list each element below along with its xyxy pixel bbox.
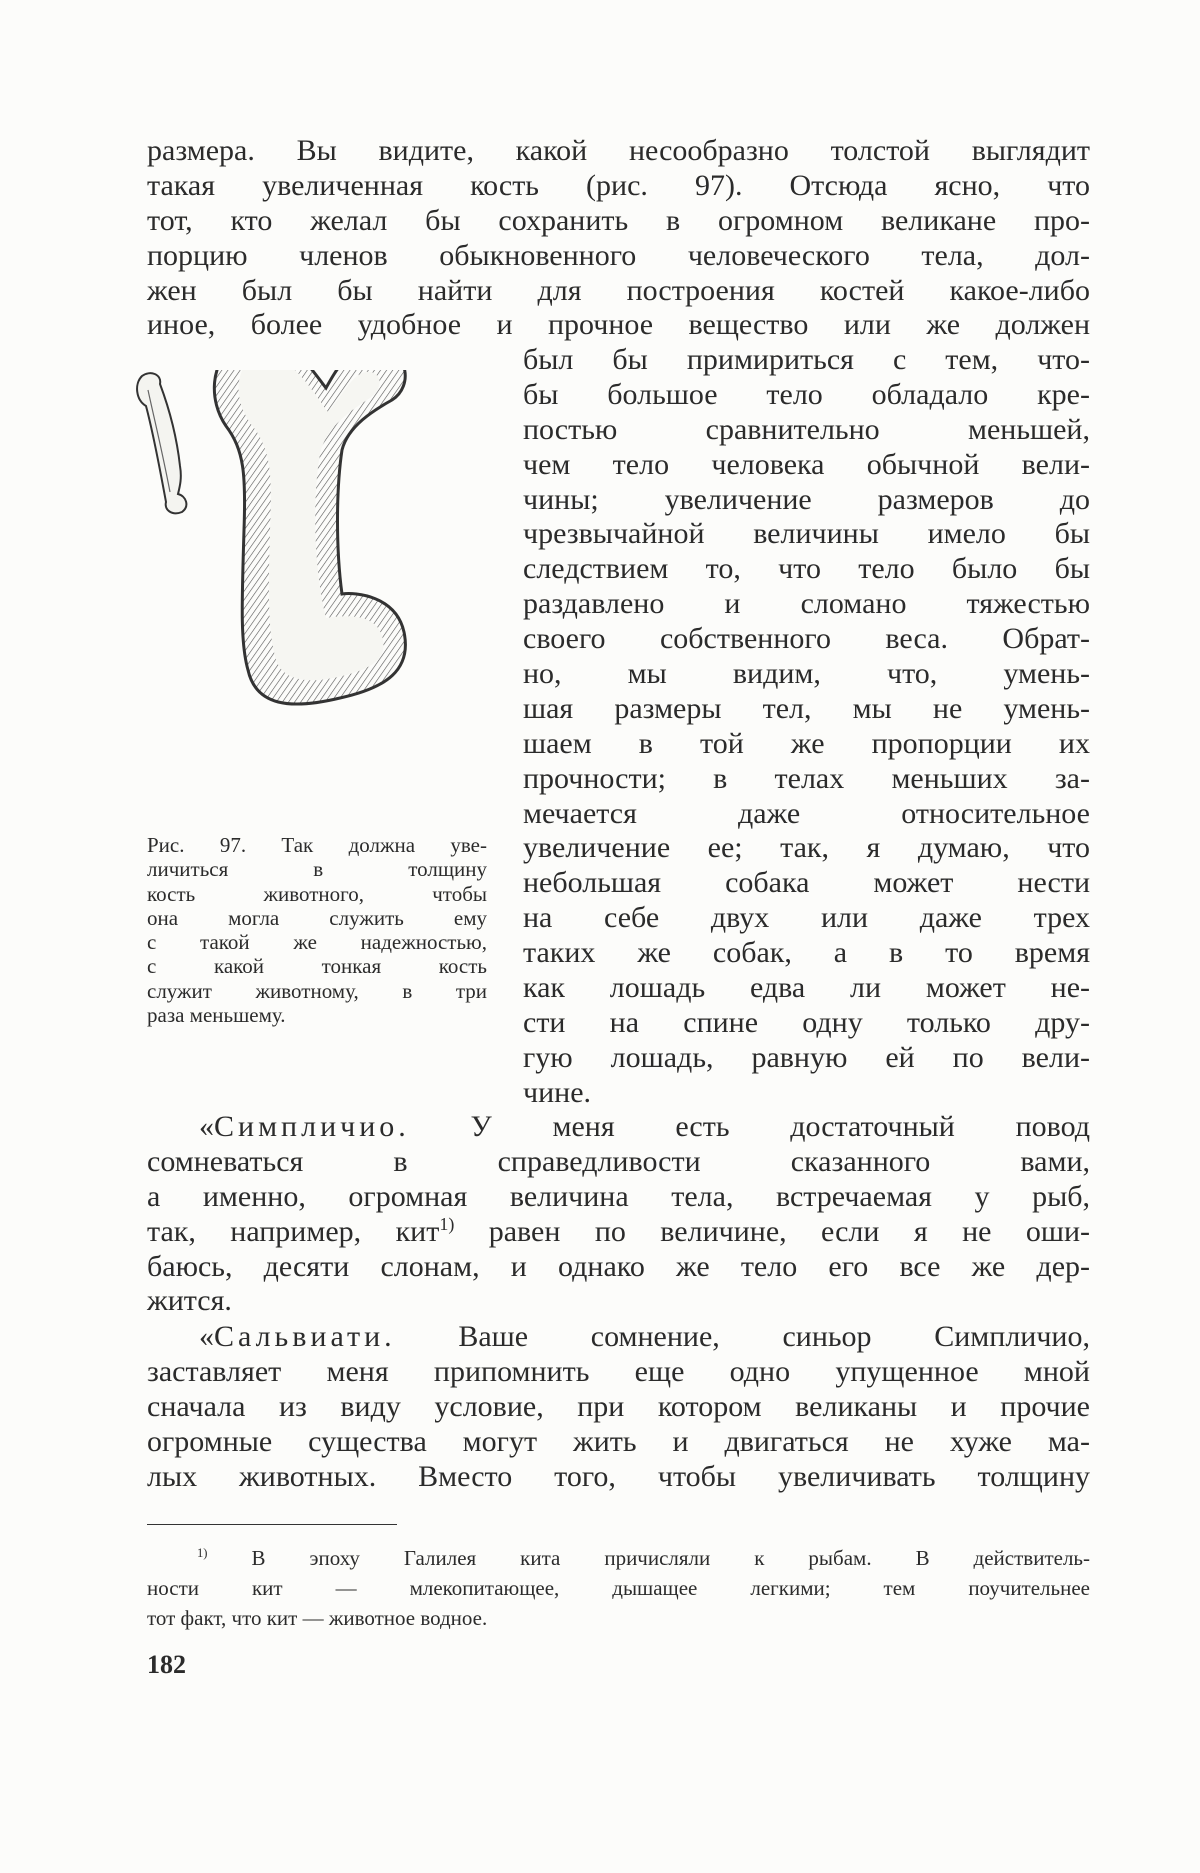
caption-line: служит животному, в три <box>147 978 487 1003</box>
caption-line: раза меньшему. <box>147 1003 286 1028</box>
large-bone <box>214 370 405 704</box>
caption-line: она могла служить ему <box>147 905 487 930</box>
simplicio-line-start: У меня есть достаточный повод <box>470 1110 1090 1143</box>
caption-line: кость животного, чтобы <box>147 881 487 906</box>
column-line: чрезвычайной величины имело бы <box>523 517 1090 551</box>
footnote-line-pre: так, например, кит <box>147 1214 440 1248</box>
simplicio-line: баюсь, десяти слонам, и однако же тело его все же дер- <box>147 1249 1090 1283</box>
column-line: постью сравнительно меньшей, <box>523 412 1090 446</box>
caption-line: личиться в толщину <box>147 857 487 882</box>
column-line: прочности; в телах меньших за- <box>523 761 1090 795</box>
footnote-first-line <box>147 1543 1090 1573</box>
simplicio-line: сомневаться в справедливости сказанного вами, <box>147 1144 1090 1178</box>
text-line: тот, кто желал бы сохранить в огромном великане про- <box>147 203 1090 237</box>
column-line: гую лошадь, равную ей по вели- <box>523 1040 1090 1074</box>
column-line: мечается даже относительное <box>523 796 1090 830</box>
column-line: бы большое тело обладало кре- <box>523 377 1090 411</box>
text-line: иное, более удобное и прочное вещество или же должен <box>147 308 1090 342</box>
text-line: размера. Вы видите, какой несообразно толстой выглядит <box>147 134 1090 167</box>
caption-line: с такой же надежностью, <box>147 930 487 955</box>
column-line: таких же собак, а в то время <box>523 936 1090 970</box>
top-paragraph <box>147 134 1090 343</box>
column-line: шая размеры тел, мы не умень- <box>523 691 1090 725</box>
footnote-line-post: равен по величине, если я не оши- <box>454 1214 1090 1248</box>
footnote-line: тот факт, что кит — животное водное. <box>147 1606 488 1630</box>
speaker-salviati: Сальвиати. <box>214 1320 396 1353</box>
footnote-mark: 1) <box>197 1546 208 1560</box>
page-number: 182 <box>147 1650 186 1679</box>
column-line: небольшая собака может нести <box>523 866 1090 900</box>
footnote-line: ности кит — млекопитающее, дышащее легкими; тем поучительнее <box>147 1576 1090 1600</box>
text-line: жен был бы найти для построения костей какое-либо <box>147 273 1090 307</box>
footnote-first-text: В эпоху Галилея кита причисляли к рыбам. В действитель- <box>251 1546 1090 1570</box>
simplicio-footnote-line <box>147 1215 1090 1250</box>
figure-caption <box>147 833 487 1027</box>
salviati-line: огромные существа могут жить и двигаться не хуже ма- <box>147 1424 1090 1458</box>
simplicio-first-line: «Симпличио. У меня есть достаточный повод <box>199 1110 1090 1143</box>
column-line: чем тело человека обычной вели- <box>523 447 1090 481</box>
column-line: шаем в той же пропорции их <box>523 726 1090 760</box>
column-line: чины; увеличение размеров до <box>523 482 1090 516</box>
column-line: своего собственного веса. Обрат- <box>523 622 1090 656</box>
small-bone <box>137 373 186 513</box>
column-line: увеличение ее; так, я думаю, что <box>523 831 1090 865</box>
speaker-simplicio: Симпличио. <box>214 1110 410 1143</box>
caption-line: с какой тонкая кость <box>147 954 487 979</box>
footnote-reference[interactable]: 1) <box>439 1213 455 1234</box>
simplicio-line: жится. <box>147 1284 232 1318</box>
text-line: такая увеличенная кость (рис. 97). Отсюда ясно, что <box>147 168 1090 202</box>
salviati-line: лых животных. Вместо того, чтобы увеличивать толщину <box>147 1459 1090 1493</box>
simplicio-paragraph <box>147 1110 1090 1319</box>
bone-figure <box>130 370 490 800</box>
salviati-line-start: Ваше сомнение, синьор Симпличио, <box>458 1320 1090 1353</box>
text-line: порцию членов обыкновенного человеческого тела, дол- <box>147 238 1090 272</box>
column-line: раздавлено и сломано тяжестью <box>523 587 1090 621</box>
column-line: на себе двух или даже трех <box>523 901 1090 935</box>
column-line: был бы примириться с тем, что- <box>523 343 1090 376</box>
column-line: но, мы видим, что, умень- <box>523 657 1090 691</box>
salviati-line: сначала из виду условие, при котором великаны и прочие <box>147 1389 1090 1423</box>
column-text <box>523 343 1090 1111</box>
simplicio-line: а именно, огромная величина тела, встречаемая у рыб, <box>147 1179 1090 1213</box>
column-line: сти на спине одну только дру- <box>523 1005 1090 1039</box>
salviati-first-line: «Сальвиати. Ваше сомнение, синьор Симпличио, <box>199 1320 1090 1353</box>
column-line: следствием то, что тело было бы <box>523 552 1090 586</box>
caption-line: Рис. 97. Так должна уве- <box>147 833 487 857</box>
footnote <box>147 1543 1090 1633</box>
salviati-line: заставляет меня припомнить еще одно упущенное мной <box>147 1354 1090 1388</box>
footnote-divider <box>147 1524 397 1525</box>
column-line: чине. <box>523 1075 592 1109</box>
salviati-paragraph <box>147 1320 1090 1494</box>
column-line: как лошадь едва ли может не- <box>523 971 1090 1005</box>
bone-illustration <box>130 370 490 800</box>
